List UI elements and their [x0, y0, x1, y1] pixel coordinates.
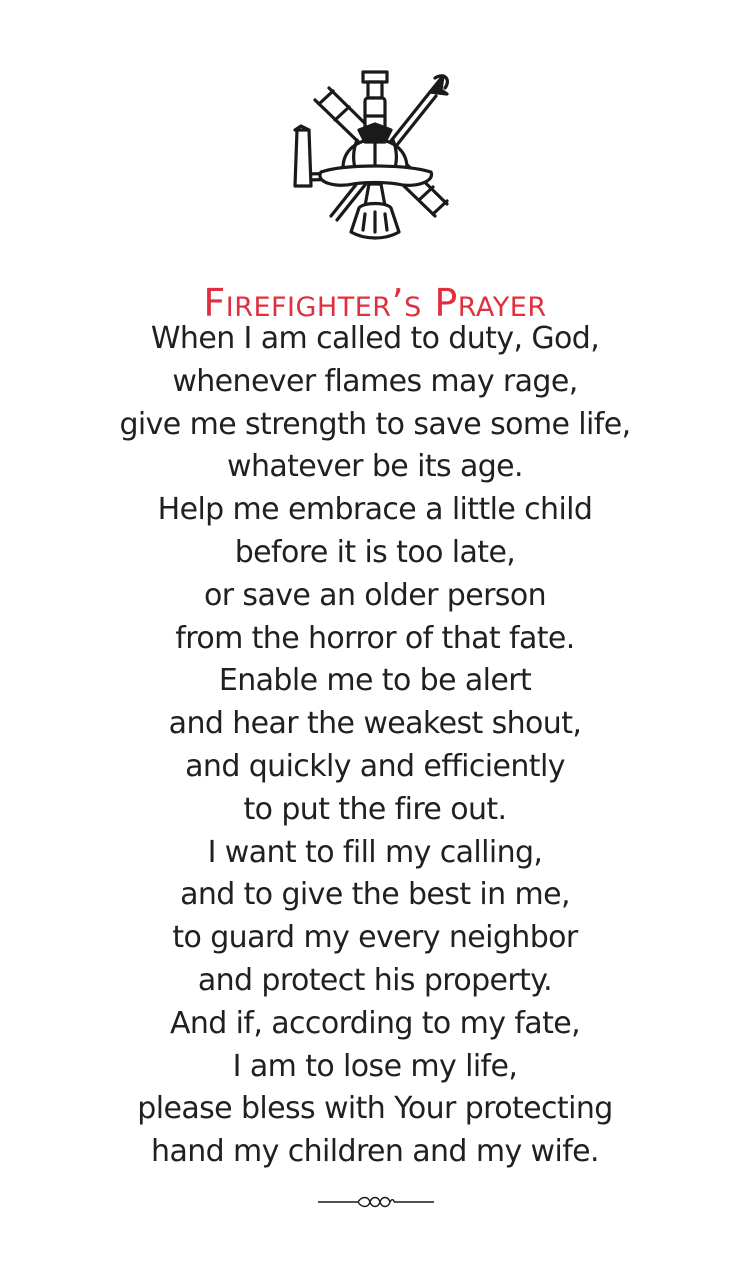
prayer-line: I want to fill my calling,	[207, 834, 543, 870]
prayer-line: And if, according to my fate,	[169, 1005, 581, 1041]
prayer-line: to put the fire out.	[243, 791, 507, 827]
prayer-line: hand my children and my wife.	[151, 1134, 599, 1170]
firefighter-emblem-icon	[285, 68, 465, 246]
helmet-shape	[320, 124, 432, 185]
prayer-line: whatever be its age.	[227, 449, 523, 485]
prayer-line: and quickly and efficiently	[185, 748, 565, 784]
prayer-line: before it is too late,	[234, 534, 516, 570]
prayer-line: When I am called to duty, God,	[150, 321, 600, 356]
prayer-line: Enable me to be alert	[218, 663, 532, 699]
prayer-line: whenever flames may rage,	[172, 363, 578, 399]
prayer-text	[40, 318, 710, 1174]
prayer-line: and hear the weakest shout,	[168, 706, 582, 742]
prayer-line: to guard my every neighbor	[172, 920, 578, 956]
divider-flourish-icon	[318, 1193, 434, 1211]
prayer-line: I am to lose my life,	[232, 1048, 518, 1084]
prayer-line: and protect his property.	[197, 962, 553, 998]
prayer-line: Help me embrace a little child	[157, 492, 593, 528]
prayer-line: and to give the best in me,	[180, 877, 570, 913]
prayer-line: from the horror of that fate.	[175, 620, 575, 656]
prayer-line: please bless with Your protecting	[137, 1091, 613, 1127]
prayer-line: give me strength to save some life,	[119, 406, 631, 442]
prayer-title: Firefighter’s Prayer	[203, 281, 547, 326]
prayer-line: or save an older person	[203, 577, 546, 613]
